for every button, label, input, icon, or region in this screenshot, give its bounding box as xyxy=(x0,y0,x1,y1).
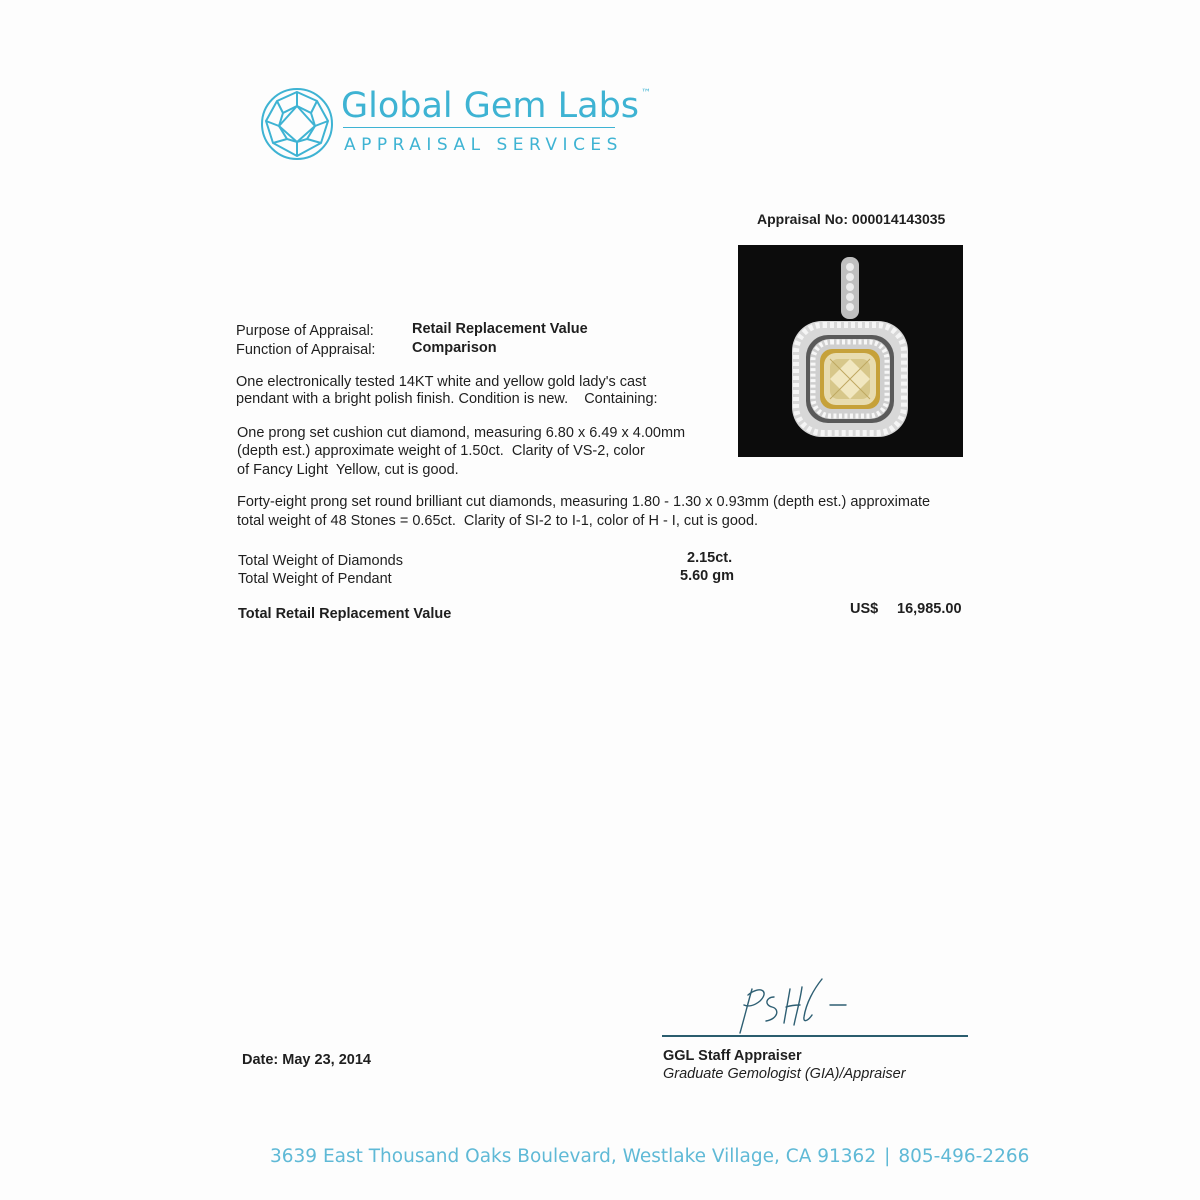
round-brilliants-line: total weight of 48 Stones = 0.65ct. Clarity of SI-2 to I-1, color of H - I, cut is good. xyxy=(237,513,759,529)
footer-contact xyxy=(270,1146,1029,1167)
total-weight-pendant-value: 5.60 gm xyxy=(680,568,734,584)
total-value-currency: US$ xyxy=(850,601,879,617)
center-stone-line: (depth est.) approximate weight of 1.50ct. Clarity of VS-2, color xyxy=(237,443,645,459)
purpose-label: Purpose of Appraisal: xyxy=(236,323,374,339)
total-value-amount: 16,985.00 xyxy=(897,601,962,617)
function-value: Comparison xyxy=(412,340,497,356)
footer-address: 3639 East Thousand Oaks Boulevard, Westlake Village, CA 91362 xyxy=(270,1146,877,1167)
function-label: Function of Appraisal: xyxy=(236,342,376,358)
purpose-value: Retail Replacement Value xyxy=(412,321,588,337)
appraisal-date: Date: May 23, 2014 xyxy=(242,1052,371,1068)
trademark-mark: ™ xyxy=(641,88,652,99)
appraiser-title: GGL Staff Appraiser xyxy=(663,1048,802,1064)
appraisal-number: Appraisal No: 000014143035 xyxy=(757,211,946,227)
brand-divider xyxy=(343,127,615,128)
description-line: pendant with a bright polish finish. Condition is new. Containing: xyxy=(236,391,658,407)
total-weight-diamonds-value: 2.15ct. xyxy=(687,550,733,566)
signature-line xyxy=(662,1035,968,1037)
brand-name-text: Global Gem Labs xyxy=(341,86,640,126)
appraiser-signature xyxy=(730,975,860,1037)
brand-name xyxy=(341,86,651,126)
total-weight-pendant-label: Total Weight of Pendant xyxy=(238,571,392,587)
gem-emblem-icon xyxy=(259,86,335,162)
total-weight-diamonds-label: Total Weight of Diamonds xyxy=(238,553,403,569)
total-value-label: Total Retail Replacement Value xyxy=(238,606,452,622)
center-stone-line: One prong set cushion cut diamond, measuring 6.80 x 6.49 x 4.00mm xyxy=(237,425,686,441)
round-brilliants-line: Forty-eight prong set round brilliant cut diamonds, measuring 1.80 - 1.30 x 0.93mm (depth est.) approximate xyxy=(237,494,931,510)
center-stone-line: of Fancy Light Yellow, cut is good. xyxy=(237,462,459,478)
description-line: One electronically tested 14KT white and yellow gold lady's cast xyxy=(236,374,647,390)
brand-subtitle: APPRAISAL SERVICES xyxy=(344,135,623,155)
footer-separator: | xyxy=(884,1146,891,1167)
pendant-photo xyxy=(738,245,963,457)
footer-phone: 805-496-2266 xyxy=(898,1146,1030,1167)
appraiser-credential: Graduate Gemologist (GIA)/Appraiser xyxy=(663,1066,906,1082)
